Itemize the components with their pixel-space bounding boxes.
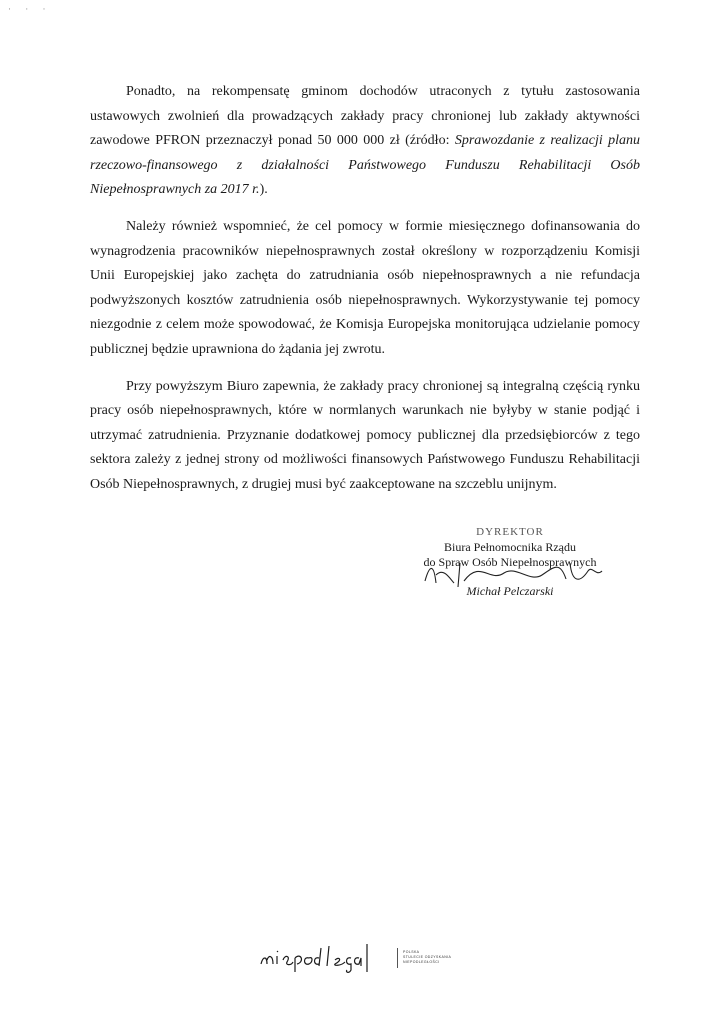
- signature-title: DYREKTOR: [476, 526, 544, 538]
- scan-corner-mark: · · ·: [8, 4, 52, 14]
- footer-tagline: POLSKA STULECIE ODZYSKANIA NIEPODLEGŁOŚCI: [403, 950, 452, 964]
- paragraph-1: Ponadto, na rekompensatę gminom dochodów utraconych z tytułu zastosowania ustawowych zwolnień dla prowadzących zakłady pracy chronionej lub zakłady aktywności zawodowe PFRON przeznaczył ponad 50 000 000 zł (źródło: Sprawozdanie z realizacji planu rzeczowo-finansowego z działalności Państwowego Funduszu Rehabilitacji Osób Niepełnosprawnych za 2017 r.).: [90, 84, 640, 198]
- footer-logo: [255, 940, 475, 980]
- signatory-name: Michał Pelczarski: [466, 584, 554, 598]
- letter-body: [90, 80, 640, 510]
- signature-block: [400, 525, 620, 599]
- signature-office-line-2: do Spraw Osób Niepełnosprawnych: [423, 555, 597, 569]
- paragraph-2: Należy również wspomnieć, że cel pomocy w formie miesięcznego dofinansowania do wynagrodzenia pracowników niepełnosprawnych został określony w rozporządzeniu Komisji Unii Europejskiej jako zachęta do zatrudniania osób niepełnosprawnych a nie refundacja podwyższonych kosztów zatrudnienia osób niepełnosprawnych. Wykorzystywanie tej pomocy niezgodnie z celem może spowodować, że Komisja Europejska monitorująca udzielanie pomocy publicznej będzie uprawniona do żądania jej zwrotu.: [90, 218, 640, 357]
- handwritten-signature: [420, 553, 605, 593]
- footer-divider: [397, 948, 398, 968]
- niepodlegla-logo-icon: [255, 940, 390, 976]
- paragraph-3: Przy powyższym Biuro zapewnia, że zakłady pracy chronionej są integralną częścią rynku pracy osób niepełnosprawnych, które w normlanych warunkach nie byłyby w stanie podjąć i utrzymać zatrudnienia. Przyznanie dodatkowej pomocy publicznej dla przedsiębiorców z tego sektora zależy z jednej strony od możliwości finansowych Państwowego Funduszu Rehabilitacji Osób Niepełnosprawnych, z drugiej musi być zaakceptowane na szczeblu unijnym.: [90, 378, 640, 492]
- source-citation: Sprawozdanie z realizacji planu rzeczowo-finansowego z działalności Państwowego Funduszu Rehabilitacji Osób Niepełnosprawnych za 2017 r.: [90, 133, 640, 198]
- signature-office-line-1: Biura Pełnomocnika Rządu: [444, 540, 576, 554]
